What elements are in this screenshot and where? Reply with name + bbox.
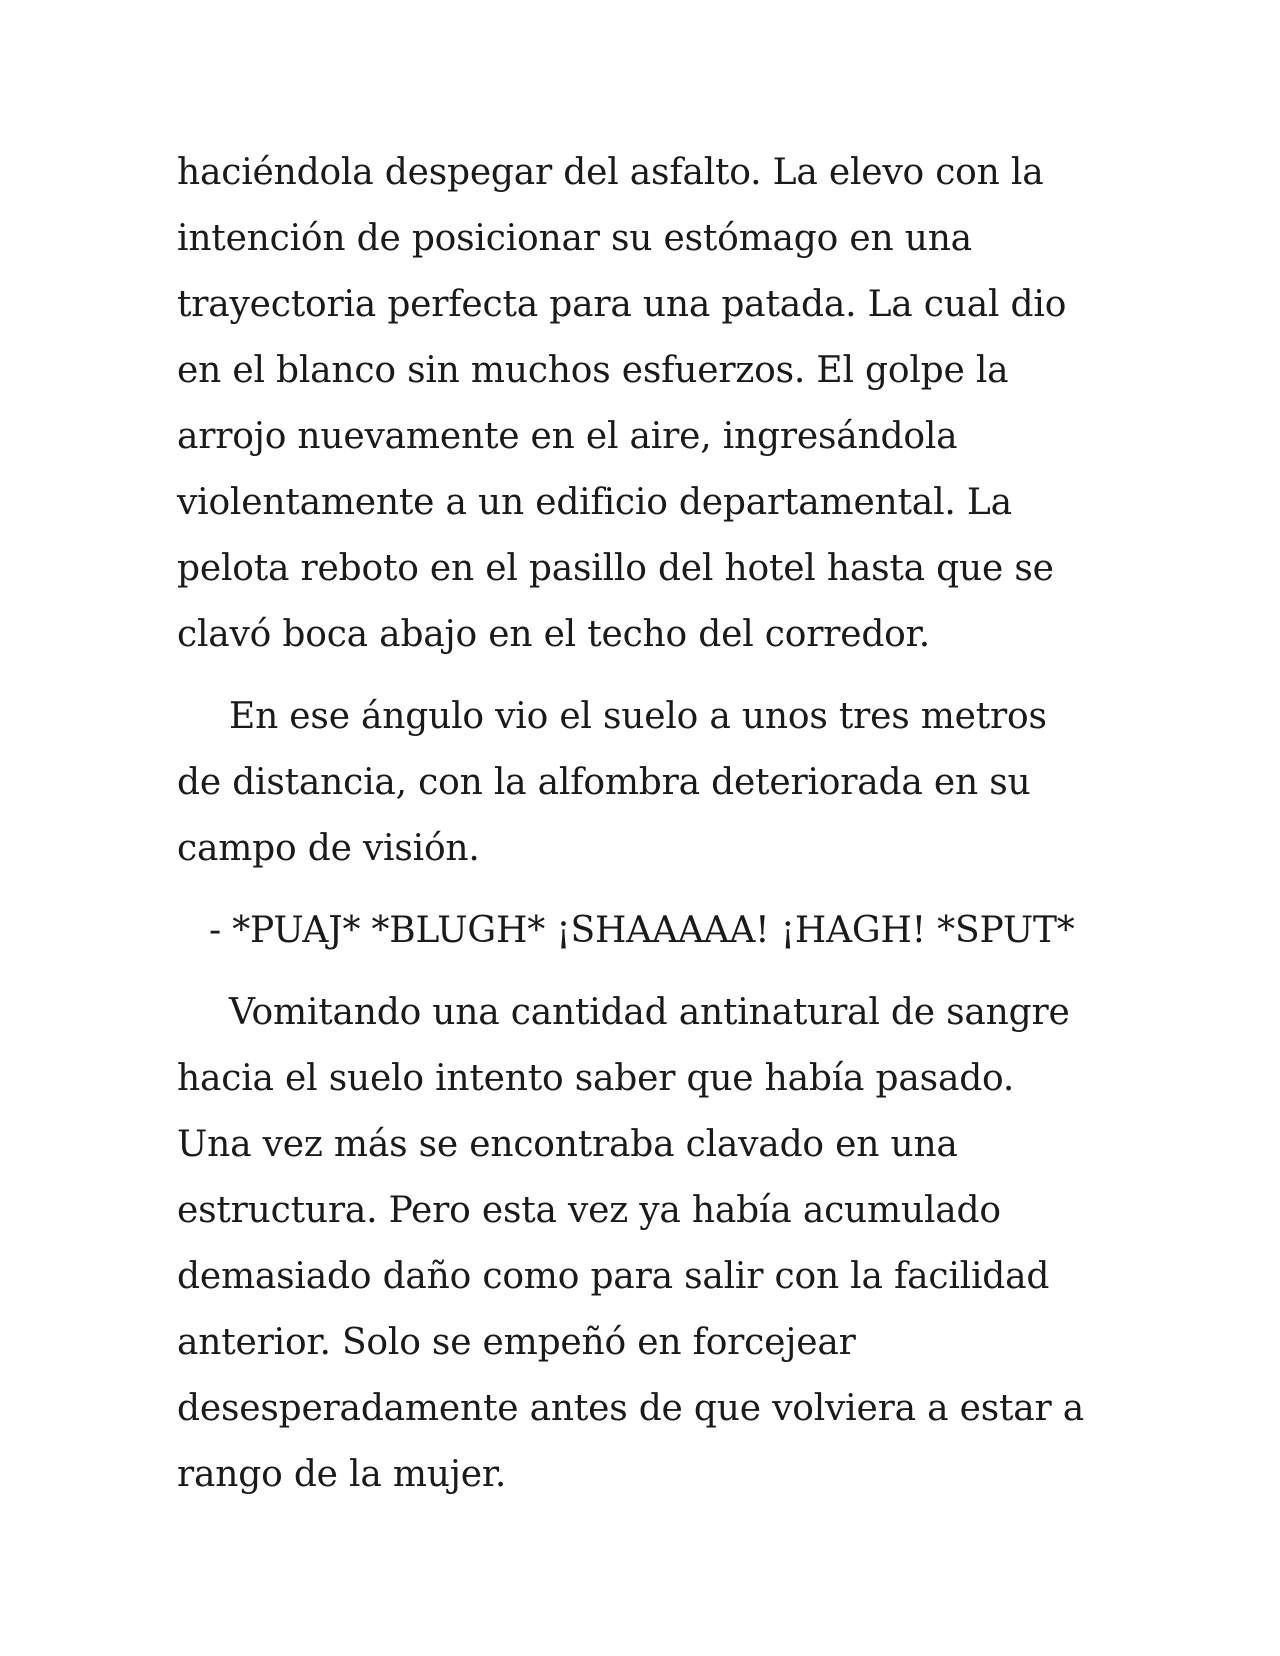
text-line: en el blanco sin muchos esfuerzos. El golpe la	[177, 350, 1009, 391]
text-line: pelota reboto en el pasillo del hotel hasta que se	[177, 548, 1054, 589]
paragraph-spacer	[177, 668, 1097, 684]
paragraph-spacer	[177, 964, 1097, 980]
text-line: de distancia, con la alfombra deteriorada en su	[177, 762, 1031, 803]
paragraph	[177, 140, 1097, 668]
text-line: desesperadamente antes de que volviera a estar a	[177, 1388, 1085, 1429]
text-line: Vomitando una cantidad antinatural de sangre	[229, 992, 1070, 1033]
text-line: demasiado daño como para salir con la facilidad	[177, 1256, 1050, 1297]
text-line: estructura. Pero esta vez ya había acumulado	[177, 1190, 1001, 1231]
text-line: Una vez más se encontraba clavado en una	[177, 1124, 958, 1165]
text-line: violentamente a un edificio departamental. La	[177, 482, 1012, 523]
document-page	[177, 140, 1097, 1508]
paragraph-spacer	[177, 882, 1097, 898]
text-line: campo de visión.	[177, 828, 480, 869]
text-line: arrojo nuevamente en el aire, ingresándola	[177, 416, 958, 457]
paragraph	[177, 684, 1097, 882]
dialogue-line: - *PUAJ* *BLUGH* ¡SHAAAAA! ¡HAGH! *SPUT*	[209, 910, 1075, 951]
text-line: trayectoria perfecta para una patada. La cual dio	[177, 284, 1067, 325]
text-line: intención de posicionar su estómago en una	[177, 218, 972, 259]
text-line: hacia el suelo intento saber que había pasado.	[177, 1058, 1015, 1099]
text-line: haciéndola despegar del asfalto. La elevo con la	[177, 152, 1044, 193]
text-line: En ese ángulo vio el suelo a unos tres metros	[229, 696, 1047, 737]
text-line: rango de la mujer.	[177, 1454, 507, 1495]
dialogue-paragraph	[177, 898, 1097, 964]
paragraph	[177, 980, 1097, 1508]
text-line: anterior. Solo se empeñó en forcejear	[177, 1322, 856, 1363]
text-line: clavó boca abajo en el techo del corredor.	[177, 614, 930, 655]
